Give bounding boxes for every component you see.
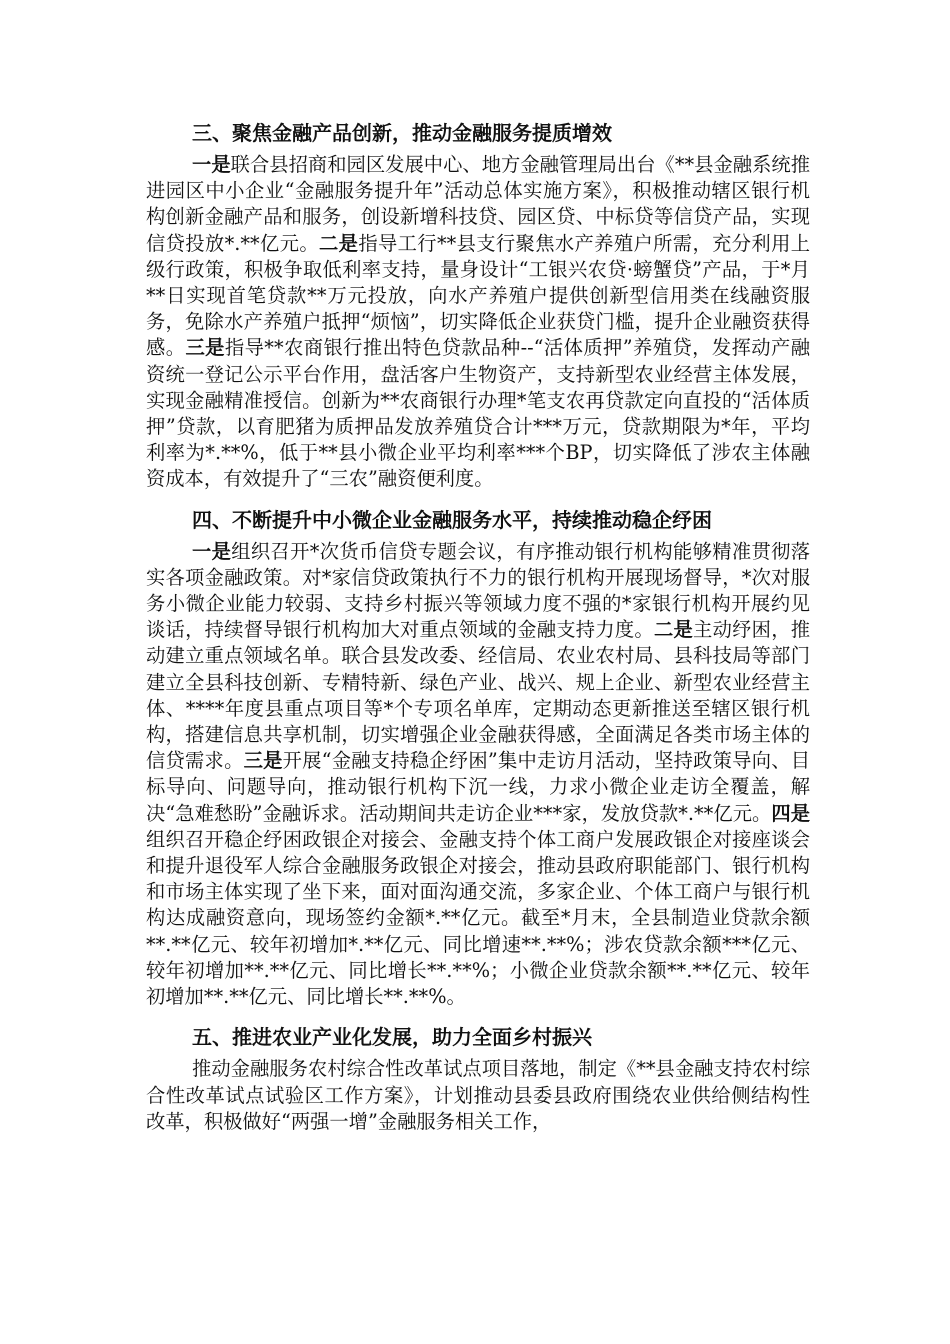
emphasis-label: 一是: [192, 153, 231, 176]
paragraph-text: 推动金融服务农村综合性改革试点项目落地，制定《**县金融支持农村综合性改革试点试验区工作方案》，计划推动县委县政府围绕农业供给侧结构性改革，积极做好“两强一增”金融服务相关工作，: [146, 1057, 810, 1133]
section-paragraph: [146, 539, 810, 1011]
paragraph-text: 指导**农商银行推出特色贷款品种--“活体质押”养殖贷，发挥动产融资统一登记公示平台作用，盘活客户生物资产，支持新型农业经营主体发展，实现金融精准授信。创新为**农商银行办理*笔支农再贷款定向直投的“活体质押”贷款，以育肥猪为质押品发放养殖贷合计***万元，贷款期限为*年，平均利率为*.**%，低于**县小微企业平均利率***个BP，切实降低了涉农主体融资成本，有效提升了“三农”融资便利度。: [146, 336, 811, 491]
paragraph-text: 开展“金融支持稳企纾困”集中走访月活动，坚持政策导向、目标导向、问题导向，推动银行机构下沉一线，力求小微企业走访全覆盖，解决“急难愁盼”金融诉求。活动期间共走访企业***家，发放贷款*.**亿元。: [146, 749, 811, 825]
section-paragraph: [146, 152, 810, 493]
emphasis-label: 四是: [771, 801, 811, 825]
paragraph-text: 指导工行**县支行聚焦水产养殖户所需，充分利用上级行政策，积极争取低利率支持，量身设计“工银兴农贷·螃蟹贷”产品，于*月**日实现首笔贷款**万元投放，向水产养殖户提供创新型信用类在线融资服务，免除水产养殖户抵押“烦恼”，切实降低企业获贷门槛，提升企业融资获得感。: [146, 231, 811, 360]
section-heading: 四、不断提升中小微企业金融服务水平，持续推动稳企纾困: [192, 507, 712, 532]
section-heading: 三、聚焦金融产品创新，推动金融服务提质增效: [192, 121, 612, 145]
section-3: [146, 118, 810, 493]
emphasis-label: 二是: [653, 618, 694, 642]
paragraph-text: 联合县招商和园区发展中心、地方金融管理局出台《**县金融系统推进园区中小企业“金融服务提升年”活动总体实施方案》，积极推动辖区银行机构创新金融产品和服务，创设新增科技贷、园区贷、中标贷等信贷产品，实现信贷投放*.**亿元。: [146, 153, 811, 255]
paragraph-text: 主动纾困，推动建立重点领域名单。联合县发改委、经信局、农业农村局、县科技局等部门建立全县科技创新、专精特新、绿色产业、战兴、规上企业、新型农业经营主体、****年度县重点项目等*个专项名单库，定期动态更新推送至辖区银行机构，搭建信息共享机制，切实增强企业金融获得感，全面满足各类市场主体的信贷需求。: [146, 618, 811, 773]
emphasis-label: 三是: [243, 749, 283, 773]
section-5: [146, 1022, 810, 1135]
section-4: [146, 505, 810, 1011]
paragraph-text: 组织召开稳企纾困政银企对接会、金融支持个体工商户发展政银企对接座谈会和提升退役军人综合金融服务政银企对接会，推动县政府职能部门、银行机构和市场主体实现了坐下来，面对面沟通交流，多家企业、个体工商户与银行机构达成融资意向，现场签约金额*.**亿元。截至*月末，全县制造业贷款余额**.**亿元、较年初增加*.**亿元、同比增速**.**%；涉农贷款余额***亿元、较年初增加**.**亿元、同比增长**.**%；小微企业贷款余额**.**亿元、较年初增加**.**亿元、同比增长**.**%。: [146, 827, 810, 1009]
paragraph-text: 组织召开*次货币信贷专题会议，有序推动银行机构能够精准贯彻落实各项金融政策。对*家信贷政策执行不力的银行机构开展现场督导，*次对服务小微企业能力较弱、支持乡村振兴等领域力度不强的*家银行机构开展约见谈话，持续督导银行机构加大对重点领域的金融支持力度。: [146, 539, 810, 642]
section-paragraph: [146, 1056, 810, 1135]
section-heading: 五、推进农业产业化发展，助力全面乡村振兴: [192, 1025, 592, 1050]
emphasis-label: 二是: [319, 231, 359, 255]
emphasis-label: 一是: [192, 539, 232, 563]
emphasis-label: 三是: [185, 336, 225, 360]
